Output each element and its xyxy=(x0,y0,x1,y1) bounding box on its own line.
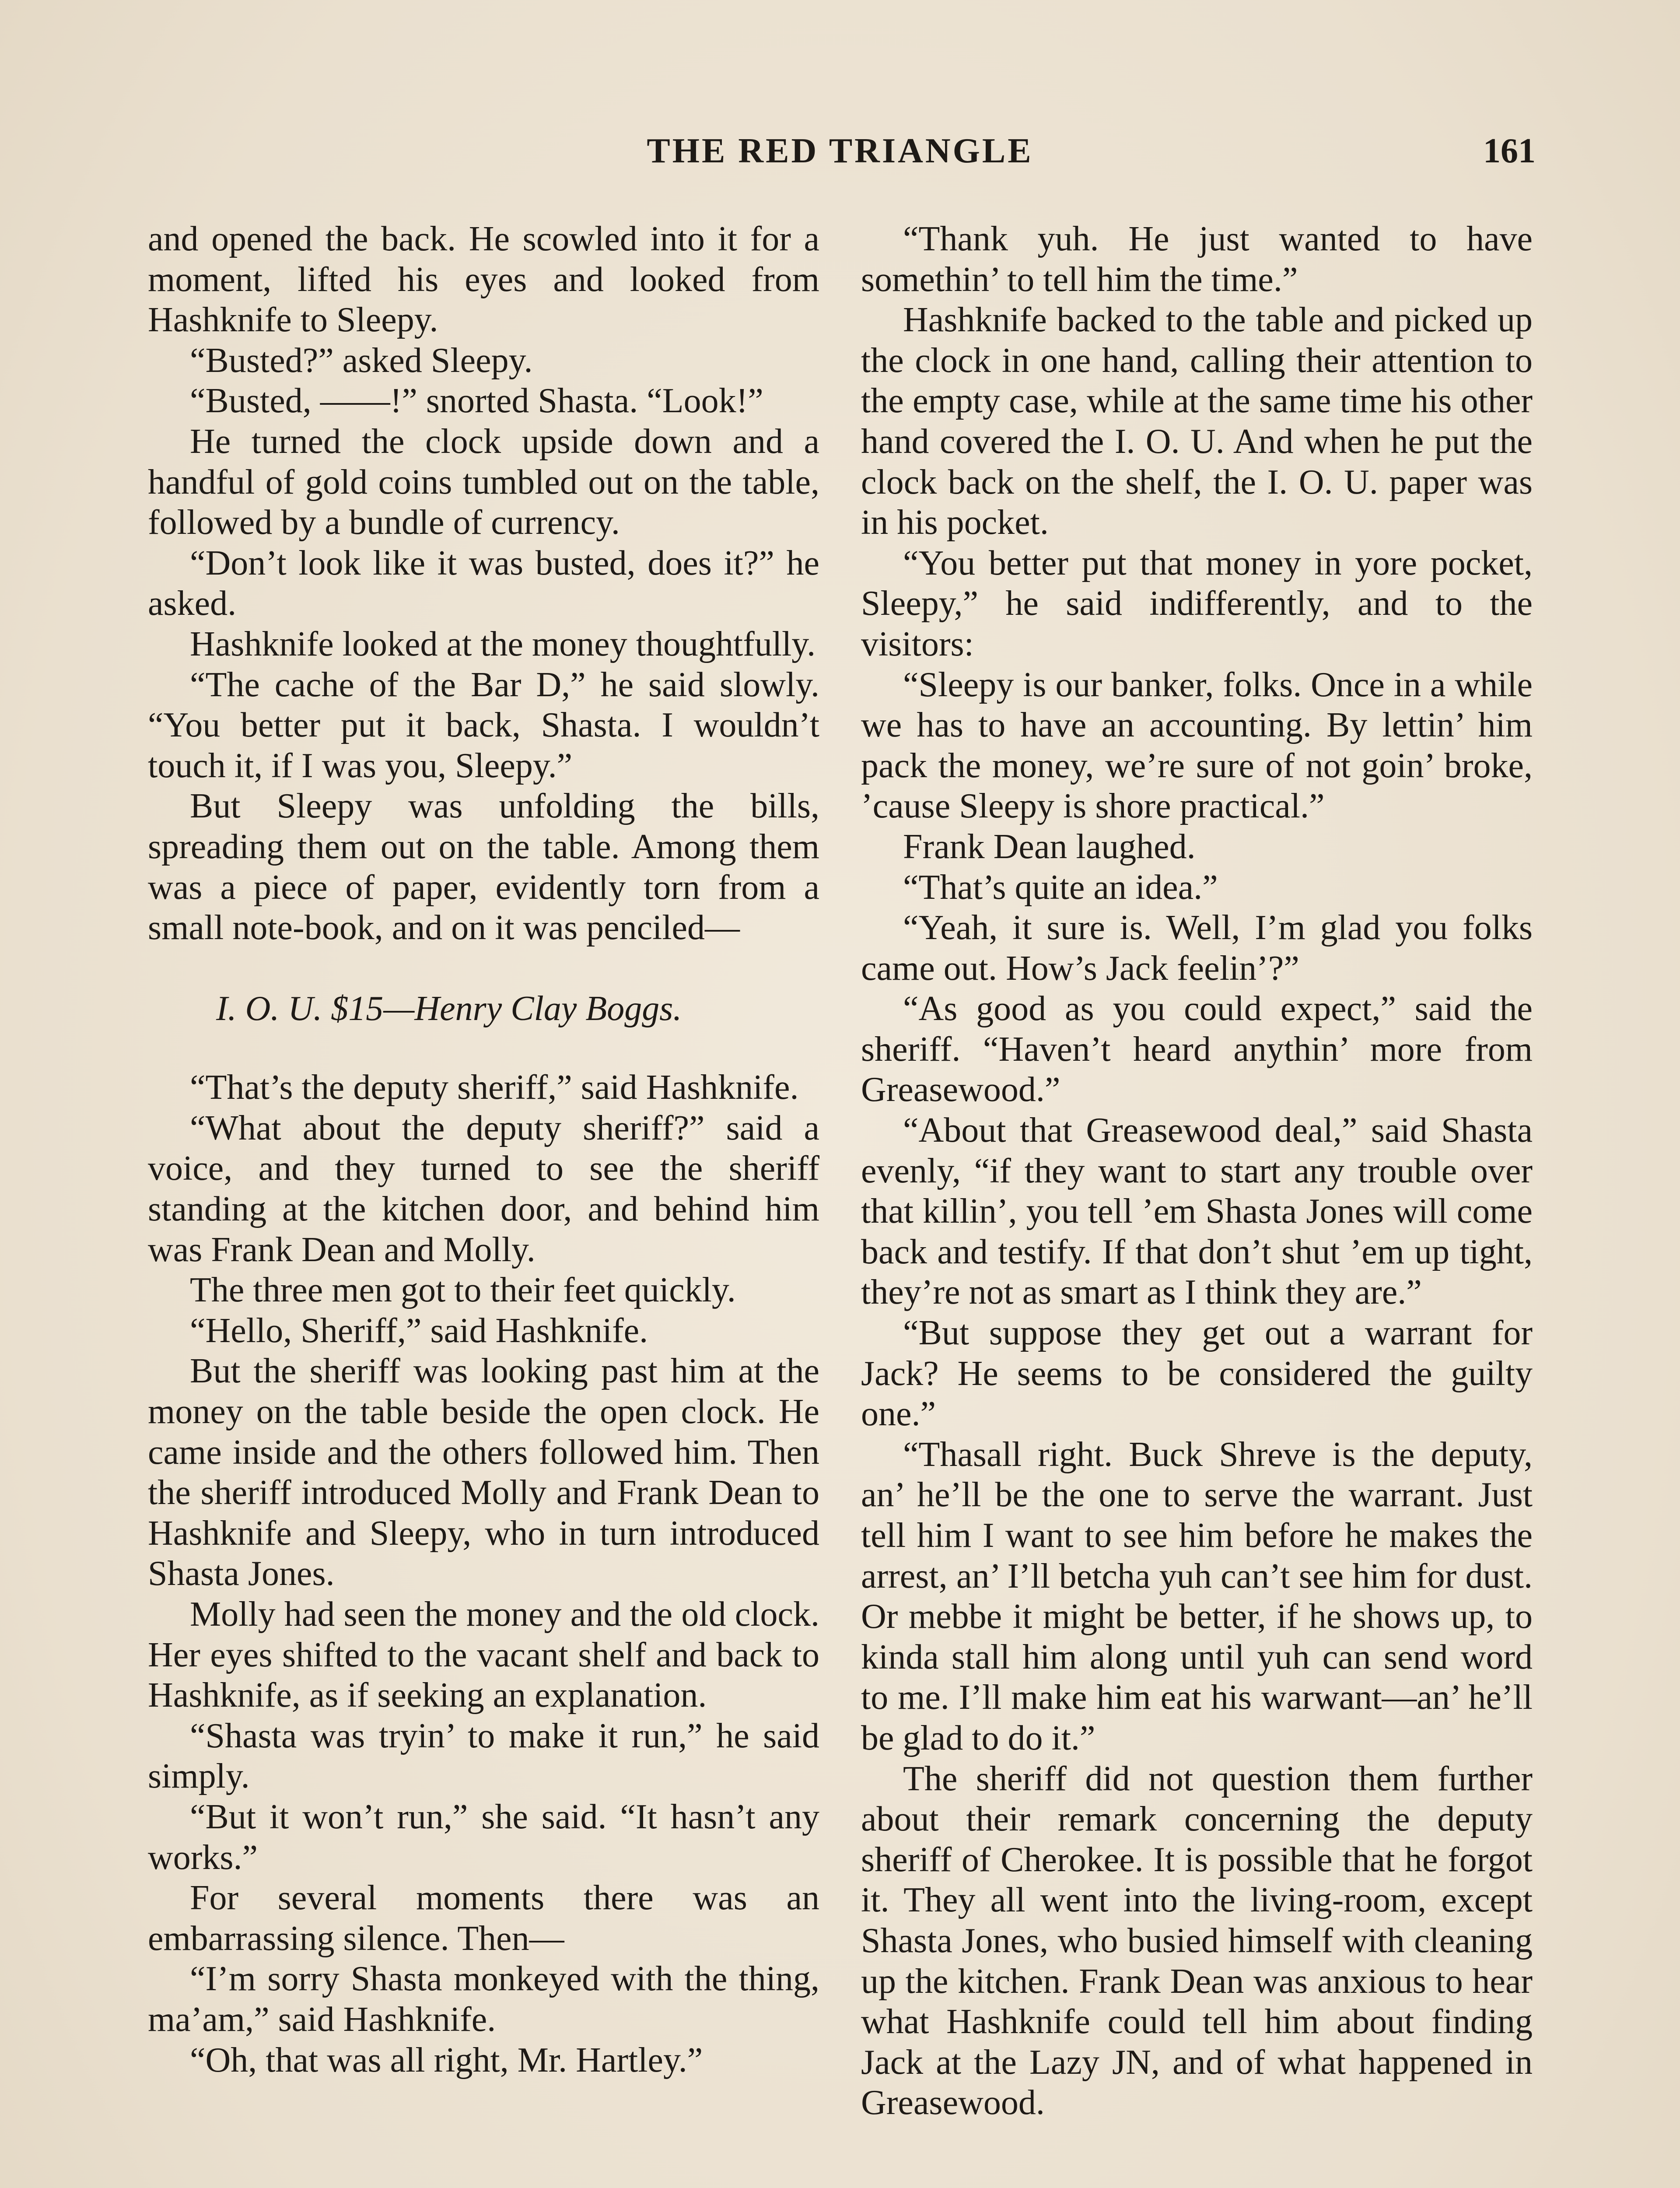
paragraph: “That’s quite an idea.” xyxy=(903,868,1218,907)
iou-note: I. O. U. $15—Henry Clay Boggs. xyxy=(216,989,682,1028)
paragraph: “Shasta was tryin’ to make it run,” he said simply. xyxy=(148,1716,819,1796)
running-title: THE RED TRIANGLE xyxy=(647,132,1033,170)
paragraph: Hashknife backed to the table and picked up the clock in one hand, calling their attention to the empty case, while at the same time his other hand covered the I. O. U. And when he put the clock back on the shelf, the I. O. U. paper was in his pocket. xyxy=(861,301,1533,542)
paragraph: “Busted, ——!” snorted Shasta. “Look!” xyxy=(190,382,763,421)
left-column xyxy=(148,219,819,2080)
paragraph: But the sheriff was looking past him at the money on the table beside the open clock. He came inside and the others followed him. Then the sheriff introduced Molly and Frank Dean to Hashknife and Sleepy, who in turn introduced Shasta Jones. xyxy=(148,1352,819,1593)
paragraph: “Sleepy is our banker, folks. Once in a while we has to have an accounting. By lettin’ him pack the money, we’re sure of not goin’ broke, ’cause Sleepy is shore practical.” xyxy=(861,665,1533,826)
page-number: 161 xyxy=(1483,132,1536,170)
paragraph: “The cache of the Bar D,” he said slowly. “You better put it back, Shasta. I wouldn’t touch it, if I was you, Sleepy.” xyxy=(148,665,819,785)
paragraph: “I’m sorry Shasta monkeyed with the thing, ma’am,” said Hashknife. xyxy=(148,1960,819,2039)
paragraph: For several moments there was an embarrassing silence. Then— xyxy=(148,1879,819,1958)
paragraph: “Thasall right. Buck Shreve is the deputy, an’ he’ll be the one to serve the warrant. Just tell him I want to see him before he makes the arrest, an’ I’ll betcha yuh can’t see him for dust. Or mebbe it might be better, if he shows up, to kinda stall him along until yuh can send word to me. I’ll make him eat his warwant—an’ he’ll be glad to do it.” xyxy=(861,1435,1533,1757)
paragraph: “But it won’t run,” she said. “It hasn’t any works.” xyxy=(148,1797,819,1877)
paragraph: “Busted?” asked Sleepy. xyxy=(190,341,533,380)
paragraph: The three men got to their feet quickly. xyxy=(190,1271,736,1310)
paragraph: The sheriff did not question them further about their remark concerning the deputy sheriff of Cherokee. It is possible that he forgot it. They all went into the living-room, except Shasta Jones, who busied himself with cleaning up the kitchen. Frank Dean was anxious to hear what Hashknife could tell him about finding Jack at the Lazy JN, and of what happened in Greasewood. xyxy=(861,1759,1533,2122)
paragraph: “That’s the deputy sheriff,” said Hashknife. xyxy=(190,1068,799,1107)
paragraph: Molly had seen the money and the old clock. Her eyes shifted to the vacant shelf and back to Hashknife, as if seeking an explanation. xyxy=(148,1595,819,1715)
paragraph: But Sleepy was unfolding the bills, spreading them out on the table. Among them was a piece of paper, evidently torn from a small note-book, and on it was penciled— xyxy=(148,787,819,947)
paragraph: “About that Greasewood deal,” said Shasta evenly, “if they want to start any trouble over that killin’, you tell ’em Shasta Jones will come back and testify. If that don’t shut ’em up tight, they’re not as smart as I think they are.” xyxy=(861,1111,1533,1312)
paragraph: and opened the back. He scowled into it for a moment, lifted his eyes and looked from Hashknife to Sleepy. xyxy=(148,220,819,340)
paragraph: “Hello, Sheriff,” said Hashknife. xyxy=(190,1311,648,1350)
paragraph: “Oh, that was all right, Mr. Hartley.” xyxy=(190,2041,703,2079)
paragraph: Hashknife looked at the money thoughtfully. xyxy=(190,624,816,663)
paragraph: “You better put that money in yore pocket, Sleepy,” he said indifferently, and to the visitors: xyxy=(861,543,1533,663)
paragraph: “As good as you could expect,” said the sheriff. “Haven’t heard anythin’ more from Greasewood.” xyxy=(861,989,1533,1109)
paragraph: “Thank yuh. He just wanted to have somethin’ to tell him the time.” xyxy=(861,220,1533,299)
right-column xyxy=(861,219,1533,2123)
paragraph: He turned the clock upside down and a handful of gold coins tumbled out on the table, followed by a bundle of currency. xyxy=(148,422,819,542)
paragraph: Frank Dean laughed. xyxy=(903,827,1196,866)
running-header xyxy=(144,131,1536,179)
paragraph: “But suppose they get out a warrant for Jack? He seems to be considered the guilty one.” xyxy=(861,1314,1533,1434)
paragraph: “What about the deputy sheriff?” said a voice, and they turned to see the sheriff standing at the kitchen door, and behind him was Frank Dean and Molly. xyxy=(148,1108,819,1269)
paragraph: “Don’t look like it was busted, does it?” he asked. xyxy=(148,543,819,623)
paragraph: “Yeah, it sure is. Well, I’m glad you folks came out. How’s Jack feelin’?” xyxy=(861,908,1533,988)
